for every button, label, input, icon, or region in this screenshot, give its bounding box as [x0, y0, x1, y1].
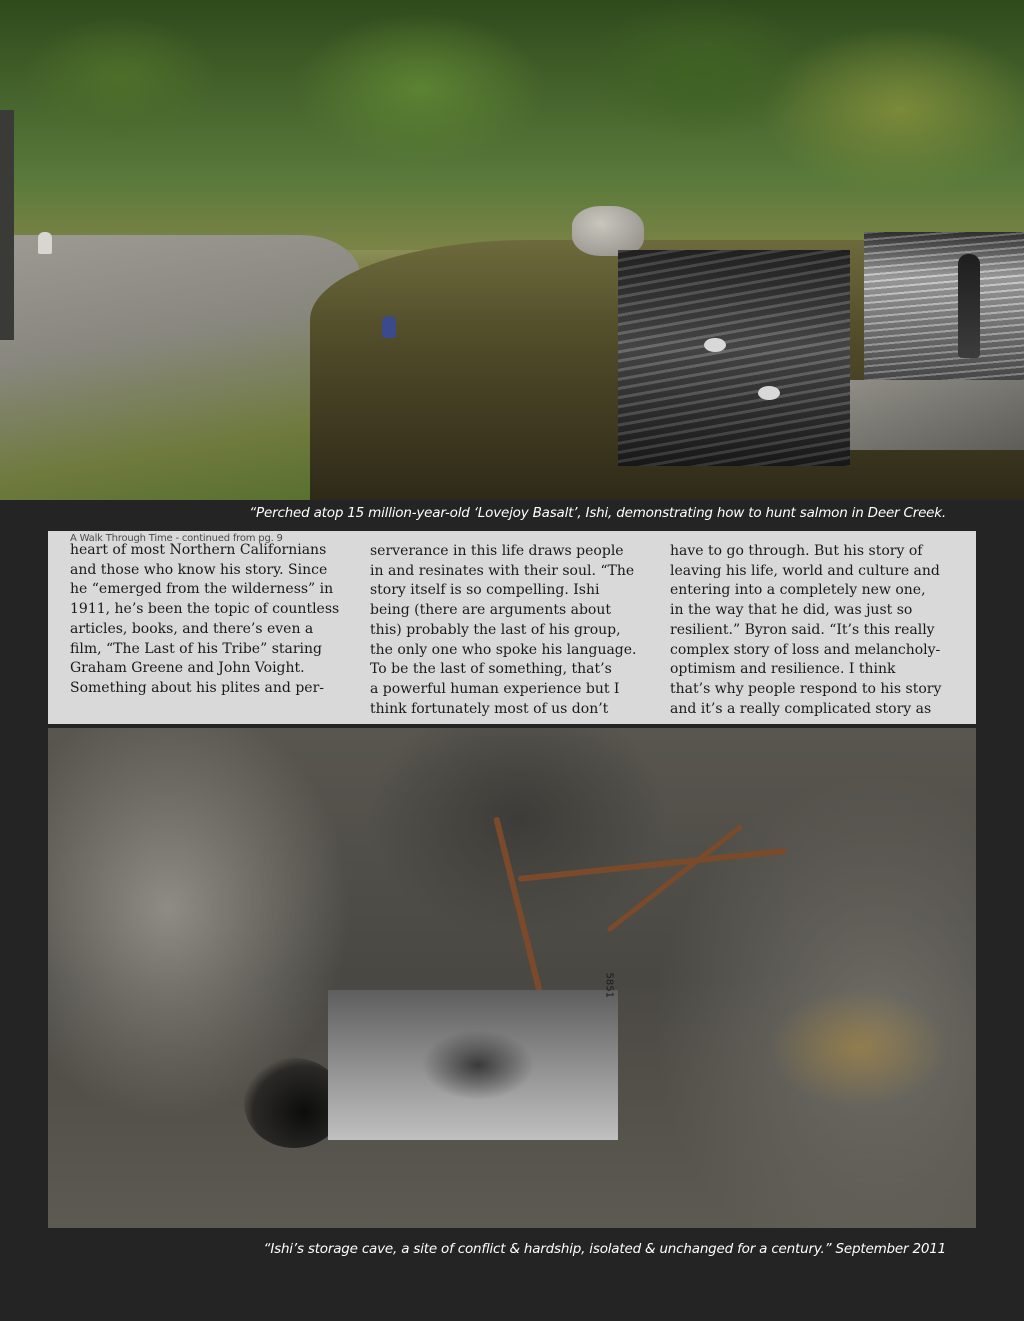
lichen-patch — [768, 988, 948, 1108]
article-column-1 — [70, 541, 355, 699]
article-column-2 — [370, 542, 655, 719]
historic-cave-photo — [328, 972, 618, 1140]
tree-canopy — [0, 0, 1024, 250]
rock-edge — [0, 110, 14, 340]
swimmer-figure — [758, 386, 780, 400]
boulder — [572, 206, 644, 256]
article-column-text: heart of most Northern Californians and those who know his story. Since he “emerged from the wilderness” in 1911, he’s been the topic of countless articles, books, and there’s even a film, “The Last of his Tribe” staring Graham Greene and John Voight. Something about his plites and per- — [70, 542, 340, 696]
river-photo-caption: “Perched atop 15 million-year-old ‘Lovejoy Basalt’, Ishi, demonstrating how to hunt salmon in Deer Creek. — [249, 505, 946, 521]
branch-stick — [606, 824, 743, 933]
basalt-rock — [850, 380, 1024, 450]
river-photo — [0, 0, 1024, 500]
article-text-panel — [48, 531, 976, 724]
historic-swimmers-photo — [618, 250, 850, 466]
gravel-bank — [0, 235, 360, 500]
ishi-standing-figure — [958, 254, 980, 358]
article-column-text: have to go through. But his story of leaving his life, world and culture and entering into a completely new one, in the way that he did, was just so resilient.” Byron said. “It’s this really complex story of loss and melancholy- optimism and resilience. I think that’s why people respond to his story and it’s a really complicated story as — [670, 543, 942, 717]
continued-from-kicker: A Walk Through Time - continued from pg. 9 — [70, 533, 283, 544]
cave-photo — [48, 728, 976, 1228]
photo-archive-number: 5851 — [603, 972, 614, 998]
article-column-3 — [670, 542, 955, 719]
branch-stick — [518, 848, 787, 882]
article-column-text: serverance in this life draws people in and resinates with their soul. “The story itself is so compelling. Ishi being (there are arguments about this) probably the last of his group, the only one who spoke his language. To be the last of something, that’s a powerful human experience but I think fortunately most of us don’t — [370, 543, 637, 717]
person-figure — [382, 316, 396, 338]
person-figure — [38, 232, 52, 254]
cave-photo-caption: “Ishi’s storage cave, a site of conflict & hardship, isolated & unchanged for a century.” September 2011 — [263, 1241, 946, 1257]
swimmer-figure — [704, 338, 726, 352]
historic-creek-photo — [864, 232, 1024, 382]
